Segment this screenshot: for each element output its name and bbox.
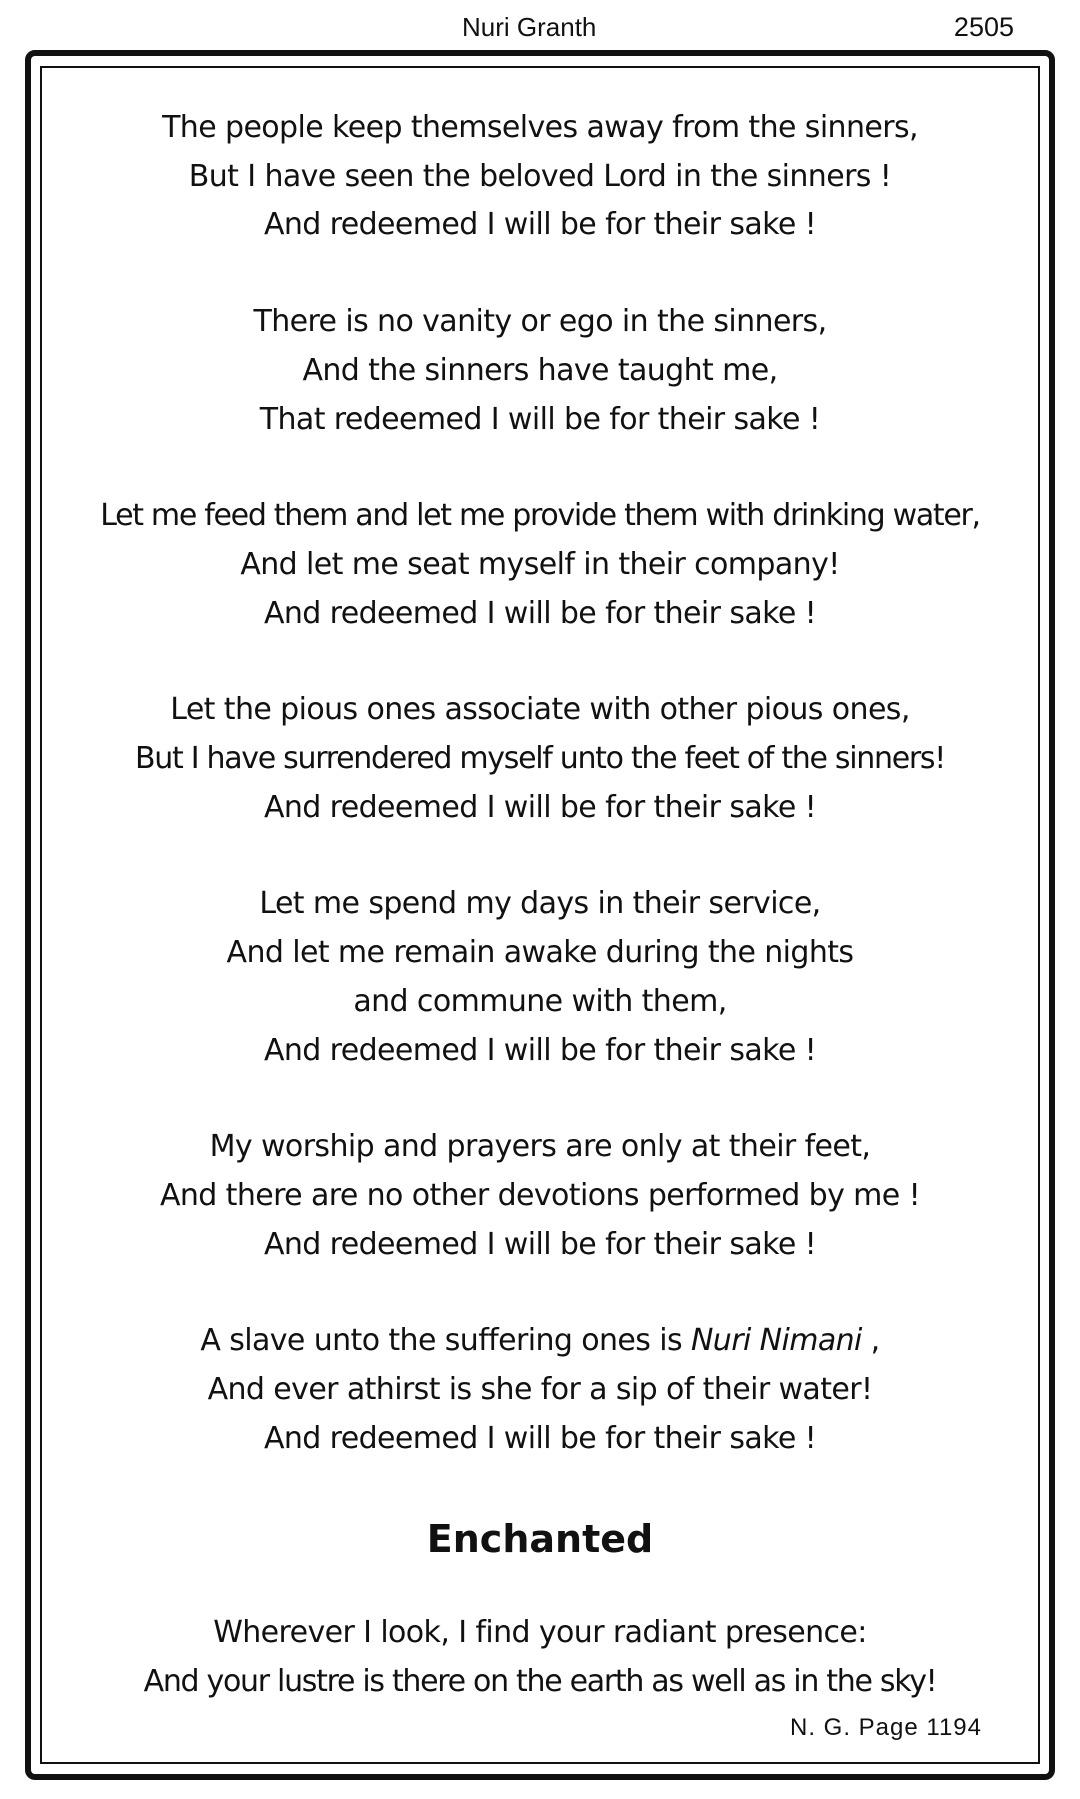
poem-line: Wherever I look, I find your radiant presence:	[213, 1615, 867, 1651]
page-number: 2505	[953, 12, 1014, 42]
poem-line: Let me spend my days in their service,	[259, 886, 821, 922]
poem-line: And redeemed I will be for their sake !	[263, 595, 817, 631]
stanza	[42, 880, 1038, 1075]
poem-body	[42, 104, 1038, 1707]
poet-name: Nuri Nimani	[690, 1323, 862, 1359]
poem-line: But I have surrendered myself unto the feet of the sinners!	[135, 741, 945, 777]
line-text: ,	[861, 1323, 880, 1359]
poem-title: Enchanted	[426, 1517, 654, 1562]
stanza	[42, 298, 1038, 444]
book-title: Nuri Granth	[462, 12, 597, 42]
stanza	[42, 1317, 1038, 1463]
running-header	[0, 8, 1080, 44]
poem-line: And let me remain awake during the nights	[226, 935, 854, 971]
poem-line: And your lustre is there on the earth as well as in the sky!	[143, 1664, 937, 1700]
poem-line: And the sinners have taught me,	[302, 352, 778, 388]
poem-line: And ever athirst is she for a sip of their water!	[207, 1372, 873, 1408]
poem-line: And let me seat myself in their company!	[240, 546, 840, 582]
poem-line: There is no vanity or ego in the sinners,	[253, 304, 827, 340]
stanza	[42, 492, 1038, 638]
poem-line	[42, 1317, 1038, 1366]
poem-line: That redeemed I will be for their sake !	[259, 401, 821, 437]
poem-line: And redeemed I will be for their sake !	[263, 1032, 817, 1068]
poem-line: But I have seen the beloved Lord in the sinners !	[188, 158, 892, 194]
poem-line: The people keep themselves away from the sinners,	[162, 110, 918, 145]
poem-line: And redeemed I will be for their sake !	[263, 1226, 817, 1262]
stanza	[42, 686, 1038, 832]
poem-line: And redeemed I will be for their sake !	[263, 207, 817, 243]
poem-line: My worship and prayers are only at their feet,	[209, 1129, 871, 1165]
poem-line: And there are no other devotions performed by me !	[159, 1177, 921, 1213]
page-inner-border	[40, 66, 1040, 1764]
stanza	[42, 1123, 1038, 1269]
line-text: A slave unto the suffering ones is	[200, 1323, 691, 1359]
stanza	[42, 104, 1038, 250]
poem-line: And redeemed I will be for their sake !	[263, 789, 817, 825]
poem-line: Let me feed them and let me provide them with drinking water,	[100, 498, 980, 534]
poem-line: And redeemed I will be for their sake !	[263, 1420, 817, 1456]
stanza	[42, 1609, 1038, 1706]
poem-line: and commune with them,	[353, 983, 727, 1019]
page-reference: N. G. Page 1194	[790, 1714, 982, 1741]
page-outer-border	[25, 50, 1055, 1780]
poem-line: Let the pious ones associate with other pious ones,	[170, 692, 910, 728]
